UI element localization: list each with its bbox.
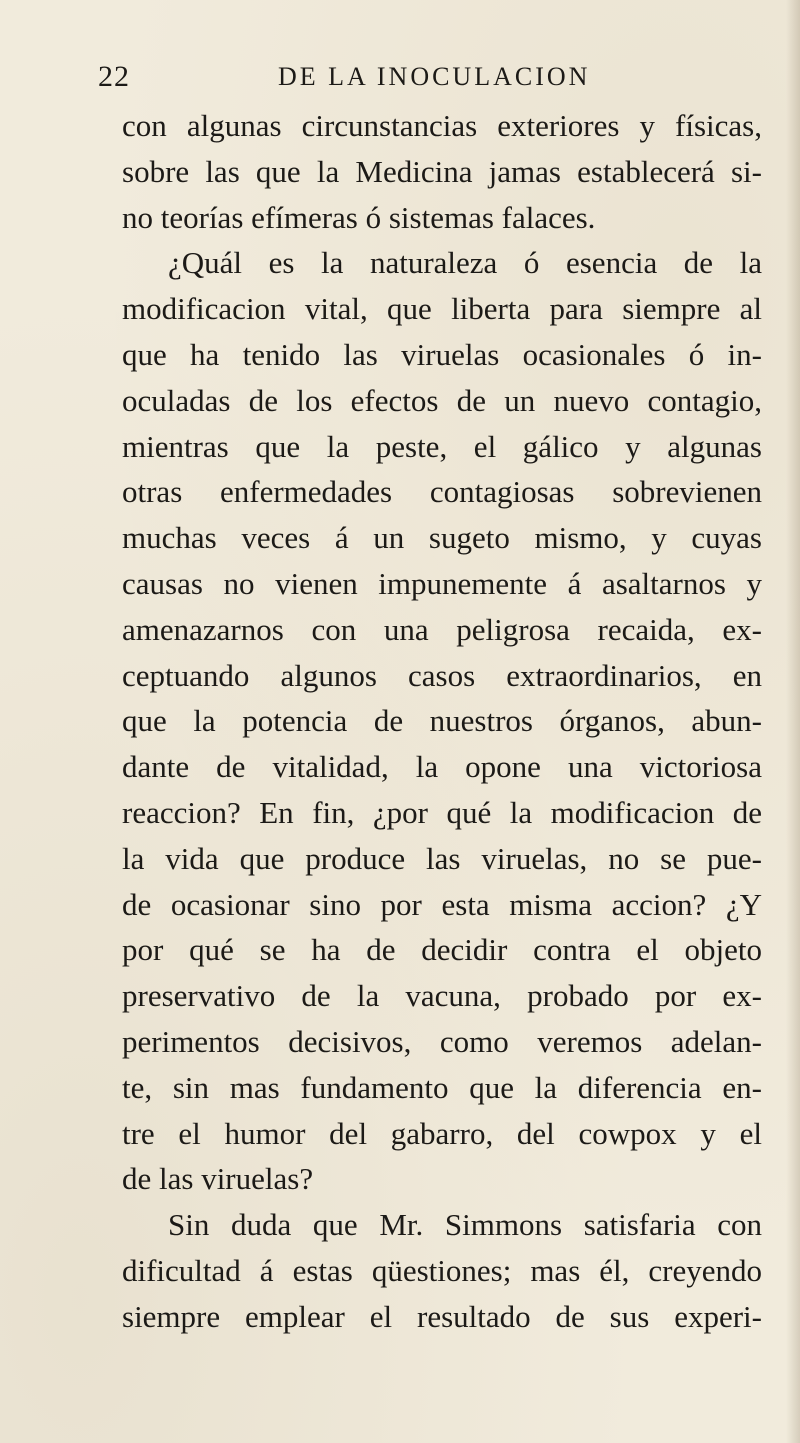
text-line: muchas veces á un sugeto mismo, y cuyas <box>122 520 762 556</box>
text-line: tre el humor del gabarro, del cowpox y el <box>122 1115 762 1151</box>
text-line: no teorías efímeras ó sistemas falaces. <box>122 199 596 235</box>
text-line: de ocasionar sino por esta misma accion? ¿Y <box>122 886 762 922</box>
text-line: ceptuando algunos casos extraordinarios, en <box>122 657 762 693</box>
text-line: que la potencia de nuestros órganos, abun- <box>122 703 762 739</box>
text-line: dificultad á estas qüestiones; mas él, creyendo <box>122 1252 762 1288</box>
text-line: oculadas de los efectos de un nuevo contagio, <box>122 382 762 418</box>
text-line: la vida que produce las viruelas, no se pue- <box>122 840 762 876</box>
text-line: modificacion vital, que liberta para siempre al <box>122 291 762 327</box>
page-header <box>98 60 738 100</box>
body-text <box>122 103 762 1340</box>
text-line: Sin duda que Mr. Simmons satisfaria con <box>168 1207 762 1243</box>
text-line: de las viruelas? <box>122 1161 314 1197</box>
text-line: mientras que la peste, el gálico y algunas <box>122 428 762 464</box>
page-edge-shadow <box>786 0 800 1443</box>
text-line: causas no vienen impunemente á asaltarnos y <box>122 565 762 601</box>
text-line: sobre las que la Medicina jamas establecerá si- <box>122 153 762 189</box>
text-line: otras enfermedades contagiosas sobrevienen <box>122 474 762 510</box>
text-line: amenazarnos con una peligrosa recaida, ex- <box>122 611 762 647</box>
text-line: te, sin mas fundamento que la diferencia en- <box>122 1069 762 1105</box>
text-line: reaccion? En fin, ¿por qué la modificacion de <box>122 794 762 830</box>
text-line: por qué se ha de decidir contra el objeto <box>122 932 762 968</box>
page-number: 22 <box>98 60 130 93</box>
text-line: dante de vitalidad, la opone una victoriosa <box>122 749 762 785</box>
text-line: siempre emplear el resultado de sus experi- <box>122 1298 762 1334</box>
running-head: DE LA INOCULACION <box>278 62 591 91</box>
text-line: con algunas circunstancias exteriores y físicas, <box>122 108 762 143</box>
text-line: perimentos decisivos, como veremos adelan- <box>122 1023 762 1059</box>
text-line: que ha tenido las viruelas ocasionales ó in- <box>122 336 762 372</box>
text-line: preservativo de la vacuna, probado por ex- <box>122 978 762 1014</box>
text-line: ¿Quál es la naturaleza ó esencia de la <box>168 245 762 281</box>
